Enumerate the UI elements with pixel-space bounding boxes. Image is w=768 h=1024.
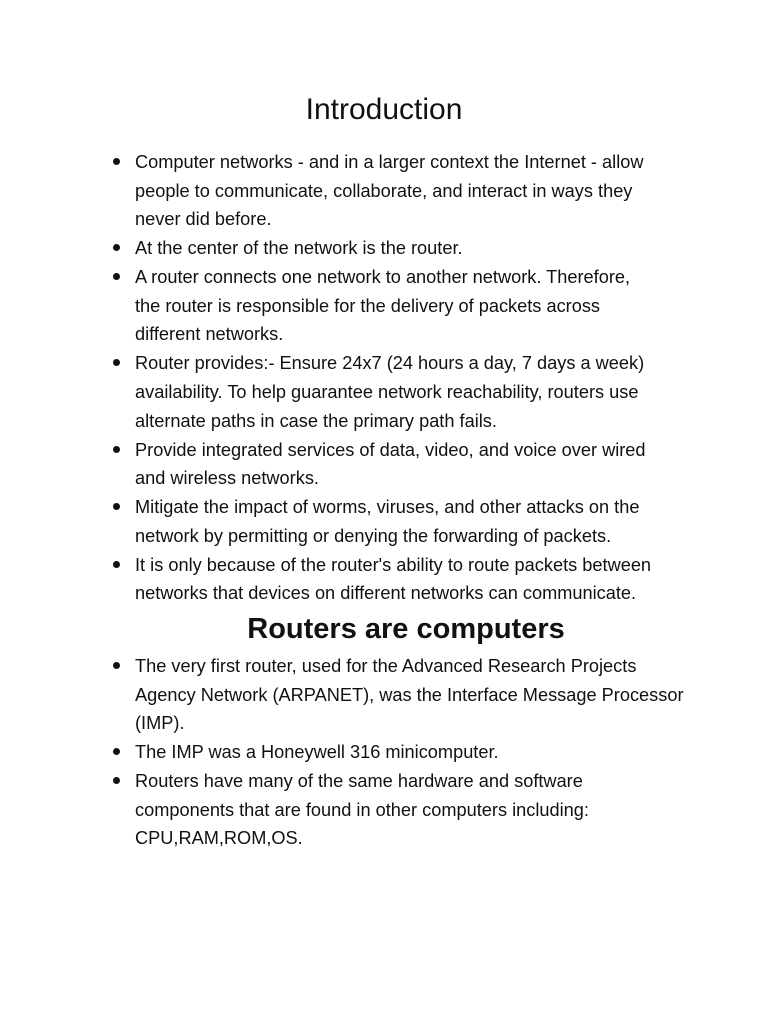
bullet-icon [113,446,120,453]
bullet-icon [113,158,120,165]
bullet-item [0,738,768,767]
bullet-text: It is only because of the router's ability to route packets between networks that devices on different networks can communicate. [135,554,652,604]
bullet-text: Mitigate the impact of worms, viruses, and other attacks on the network by permitting or denying the forwarding of packets. [135,497,640,546]
bullet-item [0,148,768,234]
bullet-text: Routers have many of the same hardware and software components that are found in other computers including: CPU,RAM,ROM,OS. [135,771,589,849]
bullet-item [0,551,768,608]
bullet-icon [113,244,120,251]
bullet-text: Provide integrated services of data, video, and voice over wired and wireless networks. [135,439,646,489]
bullet-item [0,493,768,550]
heading-introduction: Introduction [305,93,463,126]
bullet-icon [113,359,120,366]
bullet-icon [113,662,120,669]
bullet-icon [113,748,120,755]
bullet-item [0,349,768,435]
bullet-icon [113,503,120,510]
bullet-item [0,767,768,853]
bullet-text: A router connects one network to another network. Therefore, the router is responsible for the delivery of packets across different networks. [135,267,631,345]
bullet-item [0,263,768,349]
bullet-item [0,436,768,493]
bullet-text: Router provides:- Ensure 24x7 (24 hours a day, 7 days a week) availability. To help guarantee network reachability, routers use alternate paths in case the primary path fails. [135,353,645,431]
introduction-bullet-list [0,148,768,608]
bullet-text: Computer networks - and in a larger context the Internet - allow people to communicate, collaborate, and interact in ways they never did before. [135,152,644,230]
bullet-text: The very first router, used for the Advanced Research Projects Agency Network (ARPANET), was the Interface Message Processor (IMP). [135,656,684,734]
bullet-text: At the center of the network is the router. [135,238,463,259]
bullet-item [0,234,768,263]
bullet-icon [113,561,120,568]
bullet-text: The IMP was a Honeywell 316 minicomputer. [135,742,499,763]
routers-bullet-list [0,652,768,853]
heading-routers-are-computers: Routers are computers [247,613,565,645]
bullet-icon [113,273,120,280]
bullet-item [0,652,768,738]
bullet-icon [113,777,120,784]
